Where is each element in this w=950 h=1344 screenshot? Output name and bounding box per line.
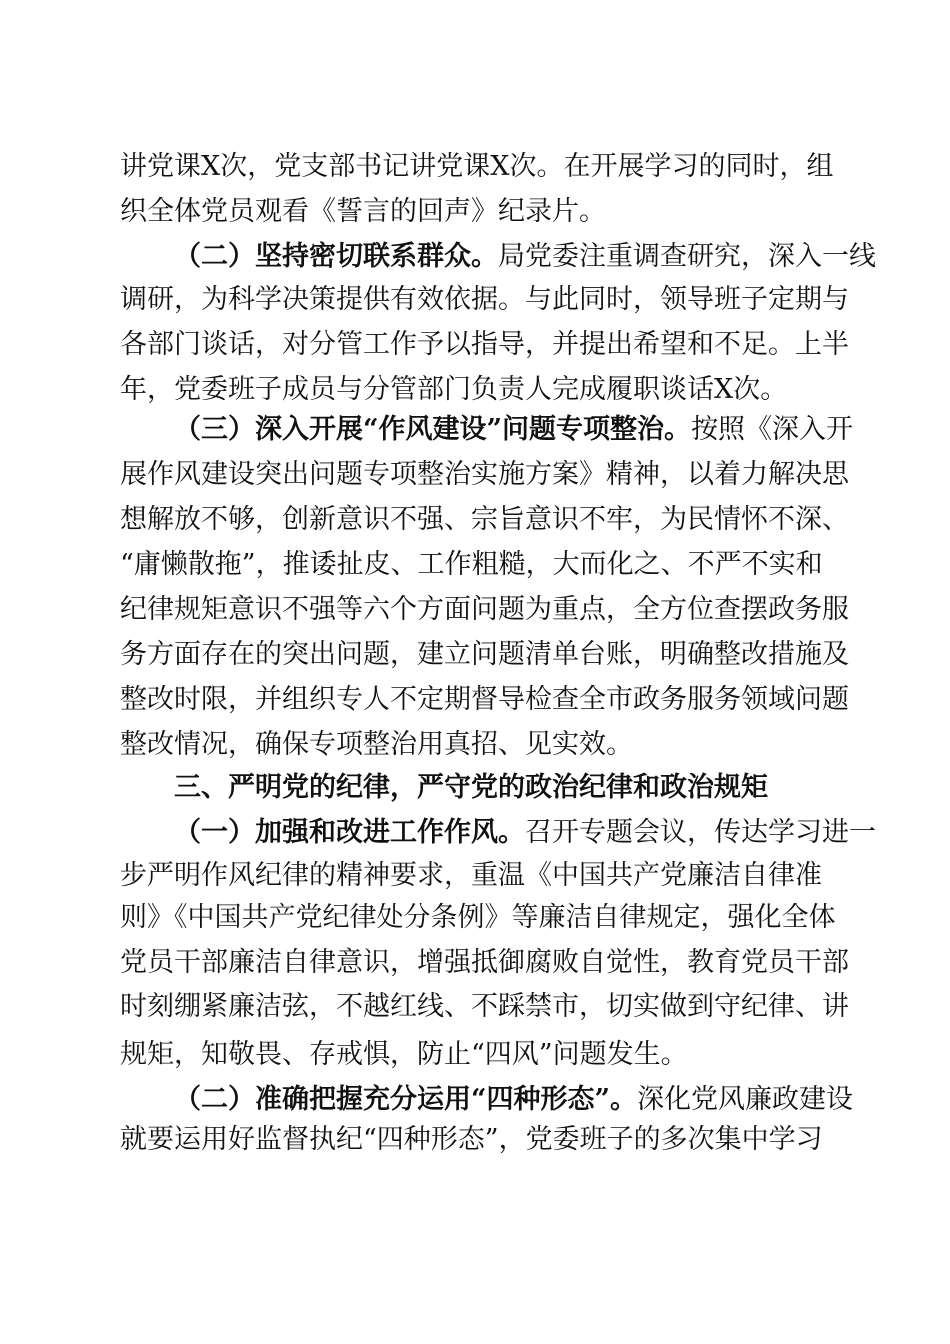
paragraph-lead: （二）准确把握充分运用“四种形态”。 bbox=[174, 1084, 638, 1115]
text-line bbox=[120, 374, 822, 406]
line-text: 时刻绷紧廉洁弦，不越红线、不踩禁市，切实做到守纪律、讲 bbox=[120, 991, 849, 1022]
text-line bbox=[120, 284, 849, 316]
paragraph-lead: （二）坚持密切联系群众。 bbox=[174, 241, 498, 272]
line-text: 调研，为科学决策提供有效依据。与此同时，领导班子定期与 bbox=[120, 284, 849, 315]
text-line bbox=[120, 902, 836, 934]
line-text: 想解放不够，创新意识不强、宗旨意识不牢，为民情怀不深、 bbox=[120, 504, 849, 535]
line-text: 各部门谈话，对分管工作予以指导，并提出希望和不足。上半 bbox=[120, 329, 849, 360]
line-text: 步严明作风纪律的精神要求，重温《中国共产党廉洁自律准 bbox=[120, 860, 822, 891]
line-text: 整改时限，并组织专人不定期督导检查全市政务服务领域问题 bbox=[120, 684, 849, 715]
text-line bbox=[120, 241, 876, 273]
text-line bbox=[120, 684, 849, 716]
text-line bbox=[120, 594, 849, 626]
line-text: 整改情况，确保专项整治用真招、见实效。 bbox=[120, 729, 633, 760]
line-text: 则》《中国共产党纪律处分条例》等廉洁自律规定，强化全体 bbox=[120, 902, 836, 933]
line-text: 召开专题会议，传达学习进一 bbox=[525, 817, 876, 848]
text-line bbox=[120, 1084, 854, 1116]
line-text: 按照《深入开 bbox=[691, 414, 854, 445]
line-text: 规矩，知敬畏、存戒惧，防止“四风”问题发生。 bbox=[120, 1039, 688, 1070]
paragraph-lead: （三）深入开展“作风建设”问题专项整治。 bbox=[174, 414, 692, 445]
text-line bbox=[120, 991, 849, 1023]
line-text: “庸懒散拖”，推诿扯皮、工作粗糙，大而化之、不严不实和 bbox=[120, 549, 823, 580]
text-line bbox=[120, 1124, 822, 1156]
text-line bbox=[120, 459, 849, 491]
text-line bbox=[120, 639, 849, 671]
line-text: 局党委注重调查研究，深入一线 bbox=[498, 241, 876, 272]
line-text: 党员干部廉洁自律意识，增强抵御腐败自觉性，教育党员干部 bbox=[120, 947, 849, 978]
line-text: 展作风建设突出问题专项整治实施方案》精神，以着力解决思 bbox=[120, 459, 849, 490]
text-line bbox=[120, 860, 822, 892]
text-line bbox=[120, 947, 849, 979]
line-text: 深化党风廉政建设 bbox=[637, 1084, 854, 1115]
line-text: 讲党课X次，党支部书记讲党课X次。在开展学习的同时，组 bbox=[120, 151, 834, 182]
text-line bbox=[120, 151, 834, 183]
heading-text: 三、严明党的纪律，严守党的政治纪律和政治规矩 bbox=[174, 772, 768, 803]
section-heading bbox=[120, 772, 822, 804]
line-text: 纪律规矩意识不强等六个方面问题为重点，全方位查摆政务服 bbox=[120, 594, 849, 625]
text-line bbox=[120, 196, 822, 228]
text-line bbox=[120, 729, 822, 761]
line-text: 就要运用好监督执纪“四种形态”，党委班子的多次集中学习 bbox=[120, 1124, 823, 1155]
text-line bbox=[120, 817, 876, 849]
text-line bbox=[120, 414, 854, 446]
text-line bbox=[120, 329, 849, 361]
line-text: 务方面存在的突出问题，建立问题清单台账，明确整改措施及 bbox=[120, 639, 849, 670]
text-line bbox=[120, 1039, 822, 1071]
paragraph-lead: （一）加强和改进工作作风。 bbox=[174, 817, 525, 848]
text-line bbox=[120, 549, 822, 581]
line-text: 织全体党员观看《誓言的回声》纪录片。 bbox=[120, 196, 606, 227]
text-line bbox=[120, 504, 849, 536]
line-text: 年，党委班子成员与分管部门负责人完成履职谈话X次。 bbox=[120, 374, 788, 405]
